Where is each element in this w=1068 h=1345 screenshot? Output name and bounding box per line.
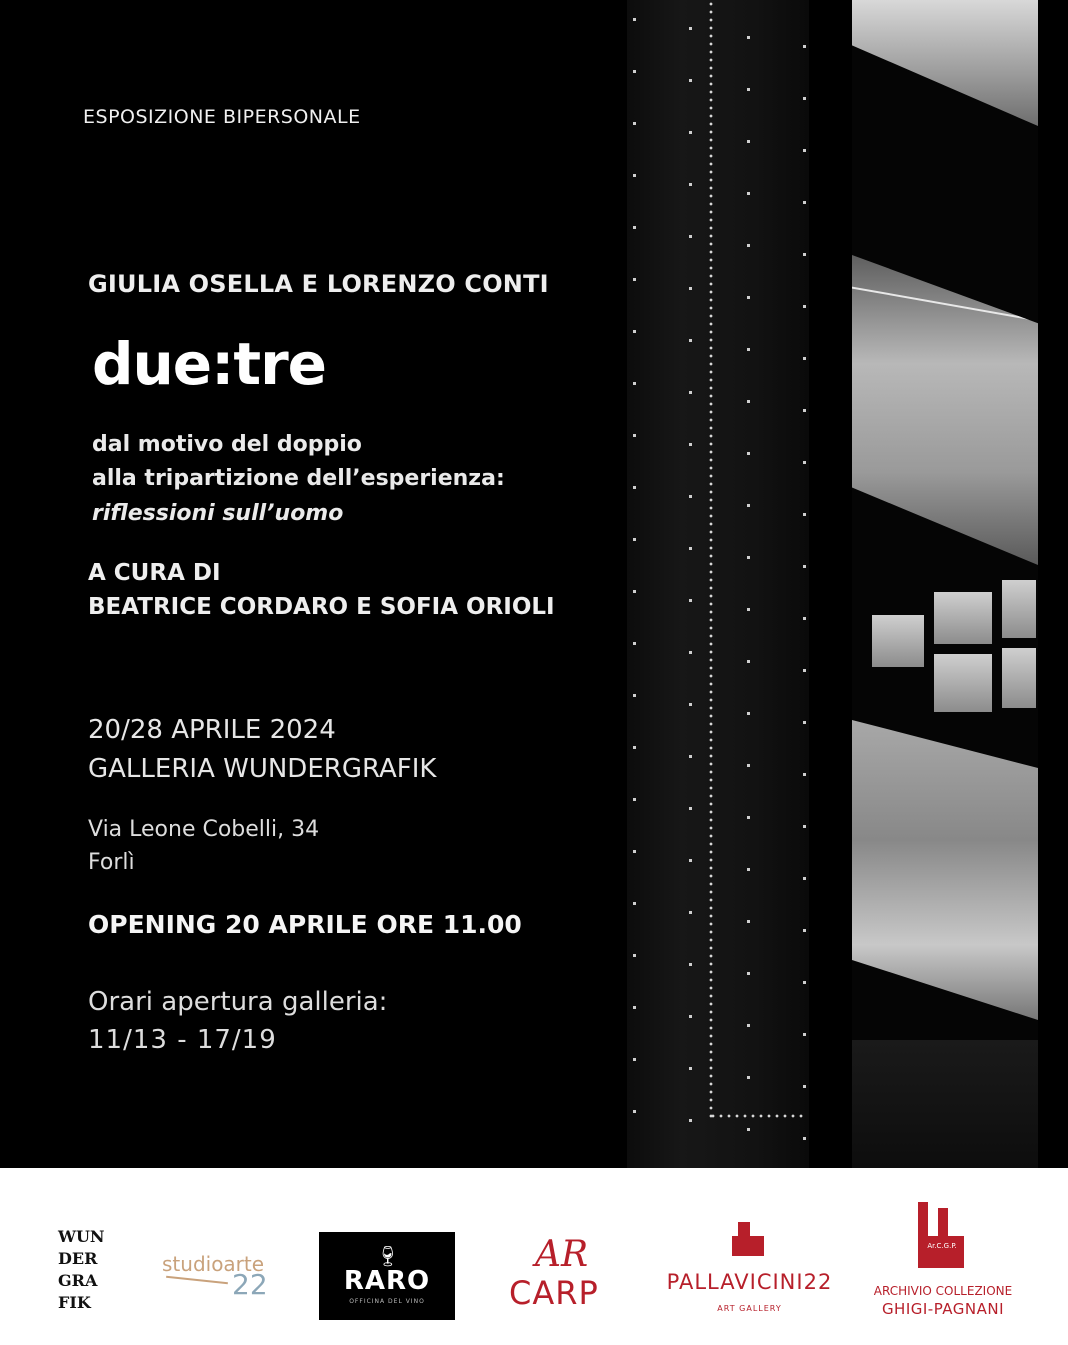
eyebrow-label: ESPOSIZIONE BIPERSONALE xyxy=(83,106,361,128)
curator-names: BEATRICE CORDARO E SOFIA ORIOLI xyxy=(88,594,555,620)
rivet-mark xyxy=(689,963,692,966)
rivet-mark xyxy=(803,253,806,256)
facade-panel-top xyxy=(852,0,1038,126)
rivet-mark xyxy=(689,131,692,134)
rivet-mark xyxy=(747,868,750,871)
rivet-mark xyxy=(803,981,806,984)
raro-logo: 🍷︎ RARO OFFICINA DEL VINO xyxy=(319,1232,455,1320)
rivet-mark xyxy=(689,755,692,758)
hours-label: Orari apertura galleria: xyxy=(88,987,388,1017)
rivet-mark xyxy=(803,1033,806,1036)
rivet-mark xyxy=(633,486,636,489)
rivet-mark xyxy=(689,1067,692,1070)
rivet-mark xyxy=(803,149,806,152)
archivio-ghigi-pagnani-logo: Ar.C.G.P. ARCHIVIO COLLEZIONE GHIGI-PAGNANI xyxy=(868,1202,1018,1322)
rivet-mark xyxy=(633,538,636,541)
rivet-mark xyxy=(747,1128,750,1131)
rivet-mark xyxy=(633,330,636,333)
rivet-mark xyxy=(689,859,692,862)
rivet-mark xyxy=(803,669,806,672)
rivet-mark xyxy=(747,608,750,611)
dotted-light-line-vertical xyxy=(709,0,713,1118)
rivet-mark xyxy=(689,911,692,914)
rivet-mark xyxy=(689,495,692,498)
address-city: Forlì xyxy=(88,850,135,875)
rivet-mark xyxy=(803,97,806,100)
address-street: Via Leone Cobelli, 34 xyxy=(88,817,320,842)
rivet-mark xyxy=(633,1058,636,1061)
rivet-mark xyxy=(747,296,750,299)
rivet-mark xyxy=(803,513,806,516)
rivet-mark xyxy=(689,599,692,602)
rivet-mark xyxy=(633,798,636,801)
rivet-mark xyxy=(747,816,750,819)
rivet-mark xyxy=(803,565,806,568)
rivet-mark xyxy=(747,660,750,663)
artists-names: GIULIA OSELLA E LORENZO CONTI xyxy=(88,270,549,298)
rivet-mark xyxy=(633,1006,636,1009)
exhibition-title: due:tre xyxy=(92,330,327,398)
subtitle-line-3: riflessioni sull’uomo xyxy=(92,501,344,526)
subtitle-line-1: dal motivo del doppio xyxy=(92,432,362,457)
rivet-mark xyxy=(633,954,636,957)
rivet-mark xyxy=(689,79,692,82)
rivet-mark xyxy=(633,850,636,853)
rivet-mark xyxy=(689,287,692,290)
rivet-mark xyxy=(747,140,750,143)
rivet-mark xyxy=(803,773,806,776)
facade-panel-balcony xyxy=(852,720,1038,1020)
rivet-mark xyxy=(803,617,806,620)
gallery-name: GALLERIA WUNDERGRAFIK xyxy=(88,754,437,784)
rivet-mark xyxy=(633,226,636,229)
sponsor-logos-bar xyxy=(0,1168,1068,1345)
rivet-mark xyxy=(689,547,692,550)
rivet-mark xyxy=(689,703,692,706)
rivet-mark xyxy=(803,877,806,880)
rivet-mark xyxy=(747,452,750,455)
rivet-mark xyxy=(803,461,806,464)
rivet-mark xyxy=(689,651,692,654)
rivet-mark xyxy=(633,1110,636,1113)
dotted-light-line-horizontal xyxy=(709,1114,807,1118)
rivet-mark xyxy=(747,712,750,715)
rivet-mark xyxy=(803,825,806,828)
rivet-mark xyxy=(689,235,692,238)
rivet-mark xyxy=(803,201,806,204)
rivet-mark xyxy=(633,902,636,905)
exhibition-dates: 20/28 APRILE 2024 xyxy=(88,715,336,745)
opening-info: OPENING 20 APRILE ORE 11.00 xyxy=(88,910,522,939)
rivet-mark xyxy=(633,590,636,593)
facade-window-grid xyxy=(862,580,1038,730)
rivet-mark xyxy=(689,183,692,186)
rivet-mark xyxy=(803,409,806,412)
wine-glass-icon: 🍷︎ xyxy=(375,1244,401,1268)
rivet-mark xyxy=(633,18,636,21)
rivet-mark xyxy=(689,807,692,810)
wundergrafik-logo: WUN DER GRA FIK xyxy=(58,1227,105,1312)
rivet-mark xyxy=(633,642,636,645)
rivet-mark xyxy=(803,1137,806,1140)
rivet-mark xyxy=(747,1076,750,1079)
pallavicini22-logo: PALLAVICINI22 ART GALLERY xyxy=(662,1222,837,1318)
rivet-mark xyxy=(803,929,806,932)
rivet-mark xyxy=(633,122,636,125)
rivet-mark xyxy=(747,504,750,507)
rivet-mark xyxy=(689,1015,692,1018)
facade-panel-bottom xyxy=(852,1040,1038,1168)
rivet-mark xyxy=(803,45,806,48)
rivet-mark xyxy=(803,357,806,360)
rivet-mark xyxy=(633,746,636,749)
rivet-mark xyxy=(689,27,692,30)
hours-value: 11/13 - 17/19 xyxy=(88,1025,277,1055)
carp-logo: AR CARP xyxy=(509,1234,599,1312)
rivet-mark xyxy=(633,382,636,385)
rivet-mark xyxy=(689,1119,692,1122)
column-rivets xyxy=(627,0,809,1168)
rivet-mark xyxy=(747,36,750,39)
rivet-mark xyxy=(803,1085,806,1088)
rivet-mark xyxy=(633,70,636,73)
rivet-mark xyxy=(633,694,636,697)
rivet-mark xyxy=(747,192,750,195)
rivet-mark xyxy=(747,348,750,351)
rivet-mark xyxy=(689,391,692,394)
rivet-mark xyxy=(803,305,806,308)
rivet-mark xyxy=(747,920,750,923)
rivet-mark xyxy=(747,400,750,403)
rivet-mark xyxy=(803,721,806,724)
rivet-mark xyxy=(633,174,636,177)
building-facade-photo xyxy=(852,0,1038,1168)
rivet-mark xyxy=(747,764,750,767)
rivet-mark xyxy=(747,1024,750,1027)
rivet-mark xyxy=(747,556,750,559)
archivio-mark-icon: Ar.C.G.P. xyxy=(918,1202,964,1274)
rivet-mark xyxy=(689,443,692,446)
studioarte22-logo: studioarte 22 xyxy=(162,1252,268,1301)
subtitle-line-2: alla tripartizione dell’esperienza: xyxy=(92,466,505,491)
rivet-mark xyxy=(747,244,750,247)
rivet-mark xyxy=(747,972,750,975)
rivet-mark xyxy=(689,339,692,342)
curator-label: A CURA DI xyxy=(88,560,221,586)
rivet-mark xyxy=(747,88,750,91)
pallavicini-mark-icon xyxy=(732,1222,764,1256)
facade-panel-middle xyxy=(852,255,1038,565)
rivet-mark xyxy=(633,434,636,437)
rivet-mark xyxy=(633,278,636,281)
